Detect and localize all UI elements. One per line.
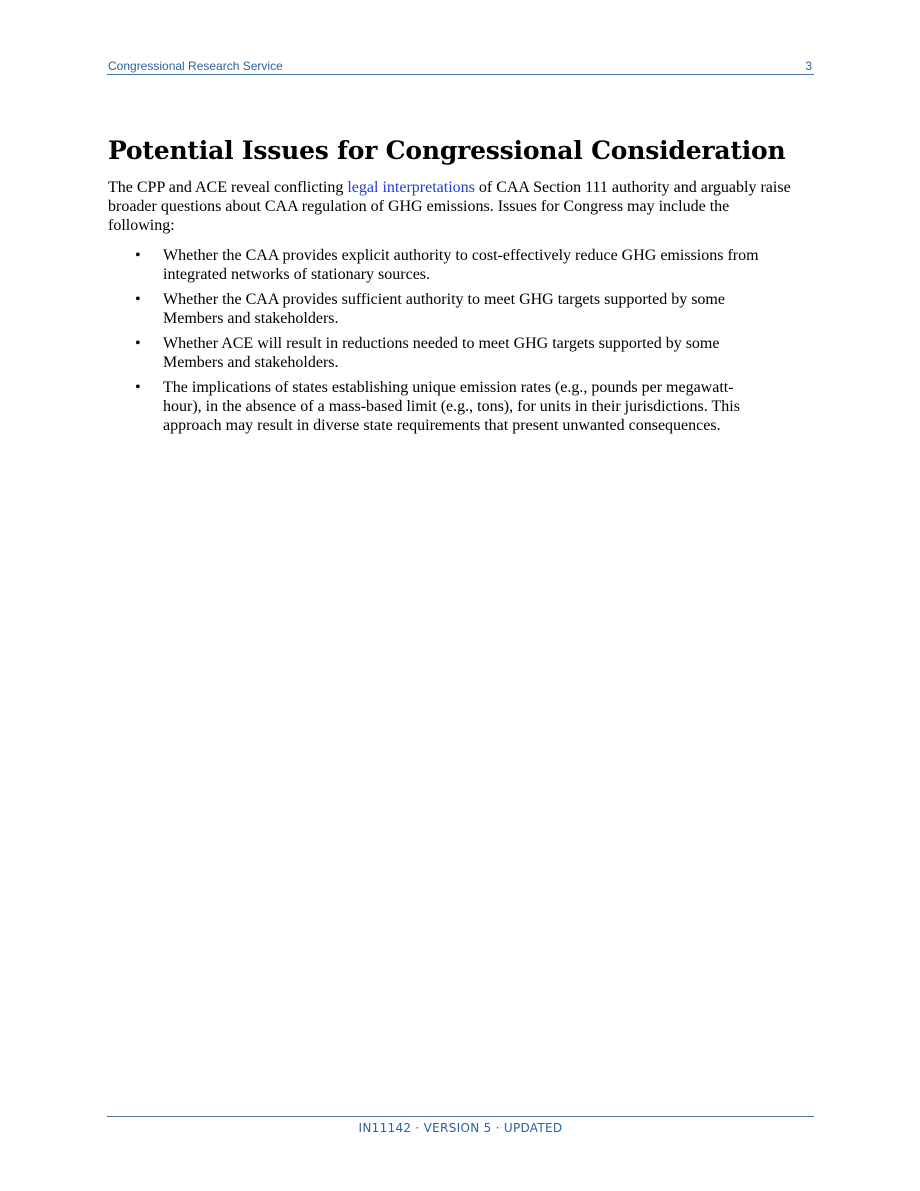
header-source: Congressional Research Service [108, 59, 283, 73]
list-item [108, 334, 763, 372]
intro-paragraph [108, 178, 798, 235]
page-footer [107, 1116, 814, 1135]
section-title: Potential Issues for Congressional Consideration [108, 136, 786, 165]
issues-list [108, 246, 798, 435]
list-item [108, 378, 763, 435]
main-content [108, 134, 798, 441]
list-item-text: Whether the CAA provides explicit authority to cost-effectively reduce GHG emissions from integrated networks of stationary sources. [163, 247, 759, 283]
list-item-text: Whether the CAA provides sufficient authority to meet GHG targets supported by some Members and stakeholders. [163, 291, 725, 327]
bullet-icon: • [135, 335, 141, 352]
list-item-text: Whether ACE will result in reductions needed to meet GHG targets supported by some Members and stakeholders. [163, 335, 720, 371]
bullet-icon: • [135, 291, 141, 308]
page-header [107, 58, 814, 75]
intro-text-after-link: of CAA Section 111 authority and arguably raise broader questions about CAA regulation of GHG emissions. Issues for Congress may include the following: [108, 179, 791, 234]
bullet-icon: • [135, 247, 141, 264]
bullet-icon: • [135, 379, 141, 396]
intro-text-before-link: The CPP and ACE reveal conflicting [108, 179, 348, 196]
list-item [108, 290, 763, 328]
list-item [108, 246, 763, 284]
list-item-text: The implications of states establishing unique emission rates (e.g., pounds per megawatt-hour), in the absence of a mass-based limit (e.g., tons), for units in their jurisdictions. This approach may result in diverse state requirements that present unwanted consequences. [163, 379, 740, 434]
legal-interpretations-link[interactable]: legal interpretations [347, 179, 475, 196]
footer-doc-id: IN11142 · VERSION 5 · UPDATED [358, 1121, 563, 1135]
header-page-number: 3 [805, 59, 812, 73]
